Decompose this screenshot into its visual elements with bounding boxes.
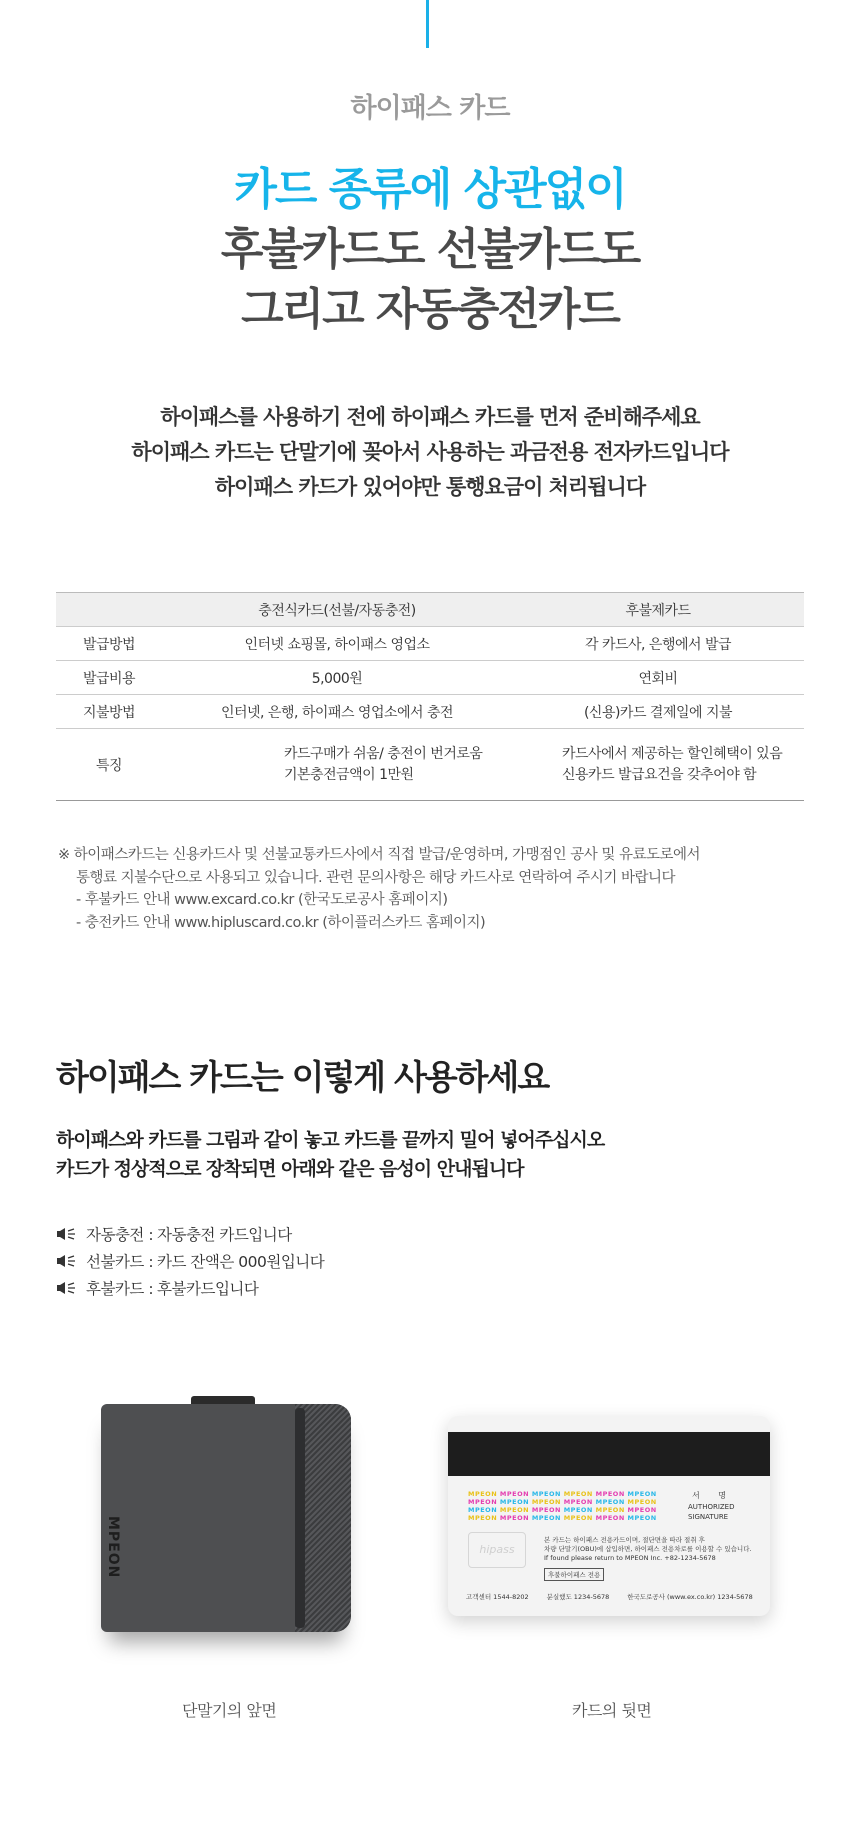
table-row-feature — [56, 729, 804, 801]
usage-instructions — [56, 1126, 604, 1184]
row-label: 특징 — [56, 729, 162, 801]
usage-title: 하이패스 카드는 이렇게 사용하세요 — [56, 1058, 549, 1098]
table-header-postpaid: 후불제카드 — [512, 593, 804, 627]
row-prepaid-cell: 인터넷 쇼핑몰, 하이패스 영업소 — [162, 627, 512, 661]
speaker-icon — [56, 1227, 76, 1241]
device-card-slot — [295, 1408, 305, 1628]
voice-guide-list — [56, 1220, 324, 1301]
headline-line-2: 후불카드도 선불카드도 — [220, 224, 640, 275]
magnetic-stripe — [448, 1432, 770, 1476]
list-item — [56, 1247, 324, 1274]
card-signature-ko: 서 명 — [692, 1491, 734, 1500]
row-label: 발급방법 — [56, 627, 162, 661]
voice-text: 카드 잔액은 000원입니다 — [157, 1252, 325, 1271]
card-footer: 고객센터 1544-8202 분실했도 1234-5678 한국도로공사 (www.ex.co.kr) 1234-5678 — [466, 1593, 753, 1601]
speaker-icon — [56, 1281, 76, 1295]
voice-label: 자동충전 : — [86, 1225, 154, 1244]
usage-line-1: 하이패스와 카드를 그림과 같이 놓고 카드를 끝까지 밀어 넣어주십시오 — [56, 1129, 605, 1151]
hipass-card-back-image — [448, 1416, 770, 1616]
row-postpaid-cell: 연회비 — [512, 661, 804, 695]
card-type-tag: 후불하이패스 전용 — [544, 1568, 604, 1581]
note-line-3: - 후불카드 안내 www.excard.co.kr (한국도로공사 홈페이지) — [76, 892, 448, 908]
headline-line-3: 그리고 자동충전카드 — [241, 284, 619, 335]
card-hologram-pattern: MPEON MPEON MPEON MPEON MPEON MPEON MPEON MPEON MPEON MPEON MPEON MPEON MPEON MPEON MPEON MPEON MPEON MPEON MPEON MPEON MPEON MPEON MPEON MPEON — [468, 1490, 657, 1522]
table-header-prepaid: 충전식카드(선불/자동충전) — [162, 593, 512, 627]
card-signature-en: AUTHORIZED SIGNATURE — [688, 1503, 735, 1521]
note-line-4: - 충전카드 안내 www.hipluscard.co.kr (하이플러스카드 홈페이지) — [76, 914, 486, 931]
row-postpaid-cell: (신용)카드 결제일에 지불 — [512, 695, 804, 729]
list-item — [56, 1220, 324, 1247]
card-comparison-table — [56, 592, 804, 801]
row-label: 발급비용 — [56, 661, 162, 695]
headline-line-1: 카드 종류에 상관없이 — [234, 164, 626, 215]
voice-label: 후불카드 : — [86, 1279, 154, 1298]
row-postpaid-cell: 각 카드사, 은행에서 발급 — [512, 627, 804, 661]
section-eyebrow: 하이패스 카드 — [350, 93, 510, 124]
card-notice-text: 본 카드는 하이패스 전용카드이며, 절단면을 따라 절취 후 차량 단말기(OBU)에 삽입하면, 하이패스 전용차로를 이용할 수 있습니다. If found please return to MPEON Inc. +82-1234-5678 — [544, 1536, 752, 1562]
intro-line-1: 하이패스를 사용하기 전에 하이패스 카드를 먼저 준비해주세요 — [160, 405, 700, 429]
note-line-2: 통행료 지불수단으로 사용되고 있습니다. 관련 문의사항은 해당 카드사로 연락하여 주시기 바랍니다 — [76, 869, 675, 886]
row-prepaid-cell: 5,000원 — [162, 661, 512, 695]
row-prepaid-cell: 인터넷, 은행, 하이패스 영업소에서 충전 — [162, 695, 512, 729]
device-logo: MPEON — [105, 1516, 121, 1579]
hipass-device-image — [101, 1396, 351, 1636]
voice-label: 선불카드 : — [86, 1252, 154, 1271]
usage-line-2: 카드가 정상적으로 장착되면 아래와 같은 음성이 안내됩니다 — [56, 1158, 524, 1180]
notes — [58, 844, 700, 934]
row-label: 지불방법 — [56, 695, 162, 729]
hipass-logo: hipass — [468, 1532, 526, 1568]
feature-prepaid-cell — [162, 729, 512, 801]
list-item — [56, 1274, 324, 1301]
table-row — [56, 627, 804, 661]
device-caption: 단말기의 앞면 — [182, 1701, 277, 1720]
voice-text: 자동충전 카드입니다 — [157, 1225, 292, 1244]
feature-prepaid-line-2: 기본충전금액이 1만원 — [284, 766, 414, 783]
intro-text — [0, 400, 860, 505]
intro-line-3: 하이패스 카드가 있어야만 통행요금이 처리됩니다 — [214, 475, 646, 499]
feature-postpaid-line-1: 카드사에서 제공하는 할인혜택이 있음 — [562, 745, 783, 762]
card-caption: 카드의 뒷면 — [572, 1701, 652, 1720]
speaker-icon — [56, 1254, 76, 1268]
feature-postpaid-cell — [512, 729, 804, 801]
voice-text: 후불카드입니다 — [157, 1279, 259, 1298]
table-row — [56, 661, 804, 695]
headline — [0, 160, 860, 340]
note-line-1: ※ 하이패스카드는 신용카드사 및 선불교통카드사에서 직접 발급/운영하며, 가맹점인 공사 및 유료도로에서 — [58, 847, 701, 863]
table-header-empty — [56, 593, 162, 627]
feature-prepaid-line-1: 카드구매가 쉬움/ 충전이 번거로움 — [284, 745, 483, 762]
table-header-row — [56, 593, 804, 627]
top-accent-line — [426, 0, 429, 48]
table-row — [56, 695, 804, 729]
intro-line-2: 하이패스 카드는 단말기에 꽂아서 사용하는 과금전용 전자카드입니다 — [131, 440, 729, 464]
feature-postpaid-line-2: 신용카드 발급요건을 갖추어야 함 — [562, 766, 757, 783]
